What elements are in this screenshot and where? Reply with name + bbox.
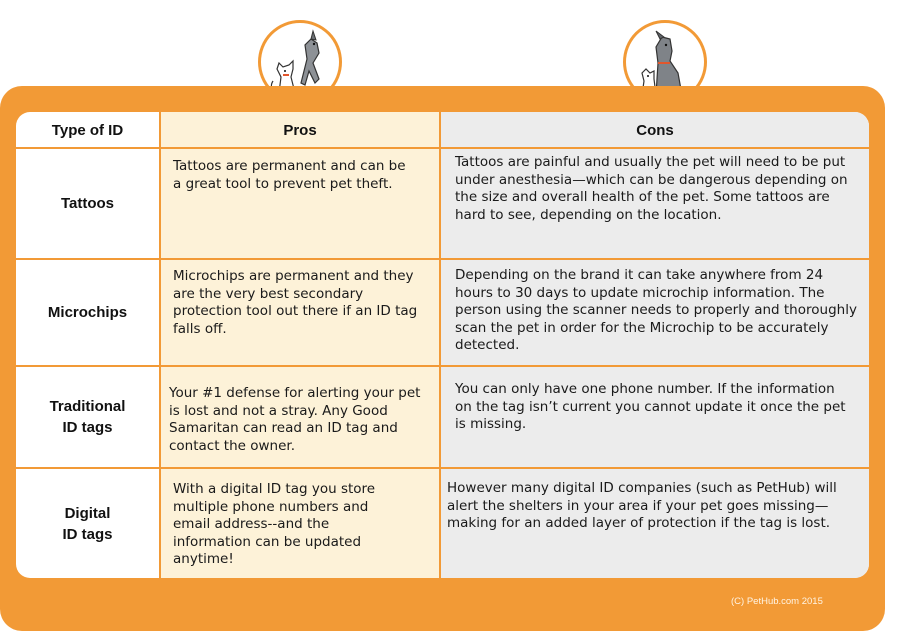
- row-label-text: Digital ID tags: [62, 504, 113, 543]
- row-label-tattoos: [16, 149, 159, 258]
- cons-cell-traditional-id-tags: You can only have one phone number. If the information on the tag isn’t current you cannot update it once the pet is missing.: [455, 381, 846, 433]
- cons-cell-microchips: Depending on the brand it can take anywhere from 24 hours to 30 days to update microchip information. The person using the scanner needs to properly and thoroughly scan the pet in order for the Microchip to be accurately detected.: [455, 267, 857, 354]
- row-label-text: Microchips: [47, 304, 128, 321]
- pros-cell-tattoos: Tattoos are permanent and can be a great tool to prevent pet theft.: [173, 158, 406, 192]
- row-label-text: Traditional ID tags: [49, 398, 126, 436]
- row-label-digital-id-tags: [16, 469, 159, 578]
- cons-cell-digital-id-tags: However many digital ID companies (such as PetHub) will alert the shelters in your area if your pet goes missing—making for an added layer of protection if the tag is lost.: [447, 480, 837, 532]
- column-divider: [159, 112, 161, 578]
- pros-cell-traditional-id-tags: Your #1 defense for alerting your pet is lost and not a stray. Any Good Samaritan can read an ID tag and contact the owner.: [169, 385, 421, 454]
- row-label-text: Tattoos: [60, 195, 115, 212]
- row-label-traditional-id-tags: [16, 367, 159, 467]
- pros-cell-microchips: Microchips are permanent and they are the very best secondary protection tool out there if an ID tag falls off.: [173, 268, 418, 337]
- copyright-text: (C) PetHub.com 2015: [731, 596, 823, 607]
- header-type-of-id: Type of ID: [51, 121, 124, 139]
- pet-id-comparison-table: [16, 112, 869, 578]
- header-cons: Cons: [636, 121, 674, 139]
- cons-cell-tattoos: Tattoos are painful and usually the pet will need to be put under anesthesia—which can be dangerous depending on the size and overall health of the pet. Some tattoos are hard to see, depending on the location.: [455, 154, 848, 223]
- row-label-microchips: [16, 260, 159, 365]
- column-divider: [439, 112, 441, 578]
- pros-cell-digital-id-tags: With a digital ID tag you store multiple phone numbers and email address--and the information can be updated anytime!: [173, 481, 376, 568]
- header-pros: Pros: [283, 121, 317, 139]
